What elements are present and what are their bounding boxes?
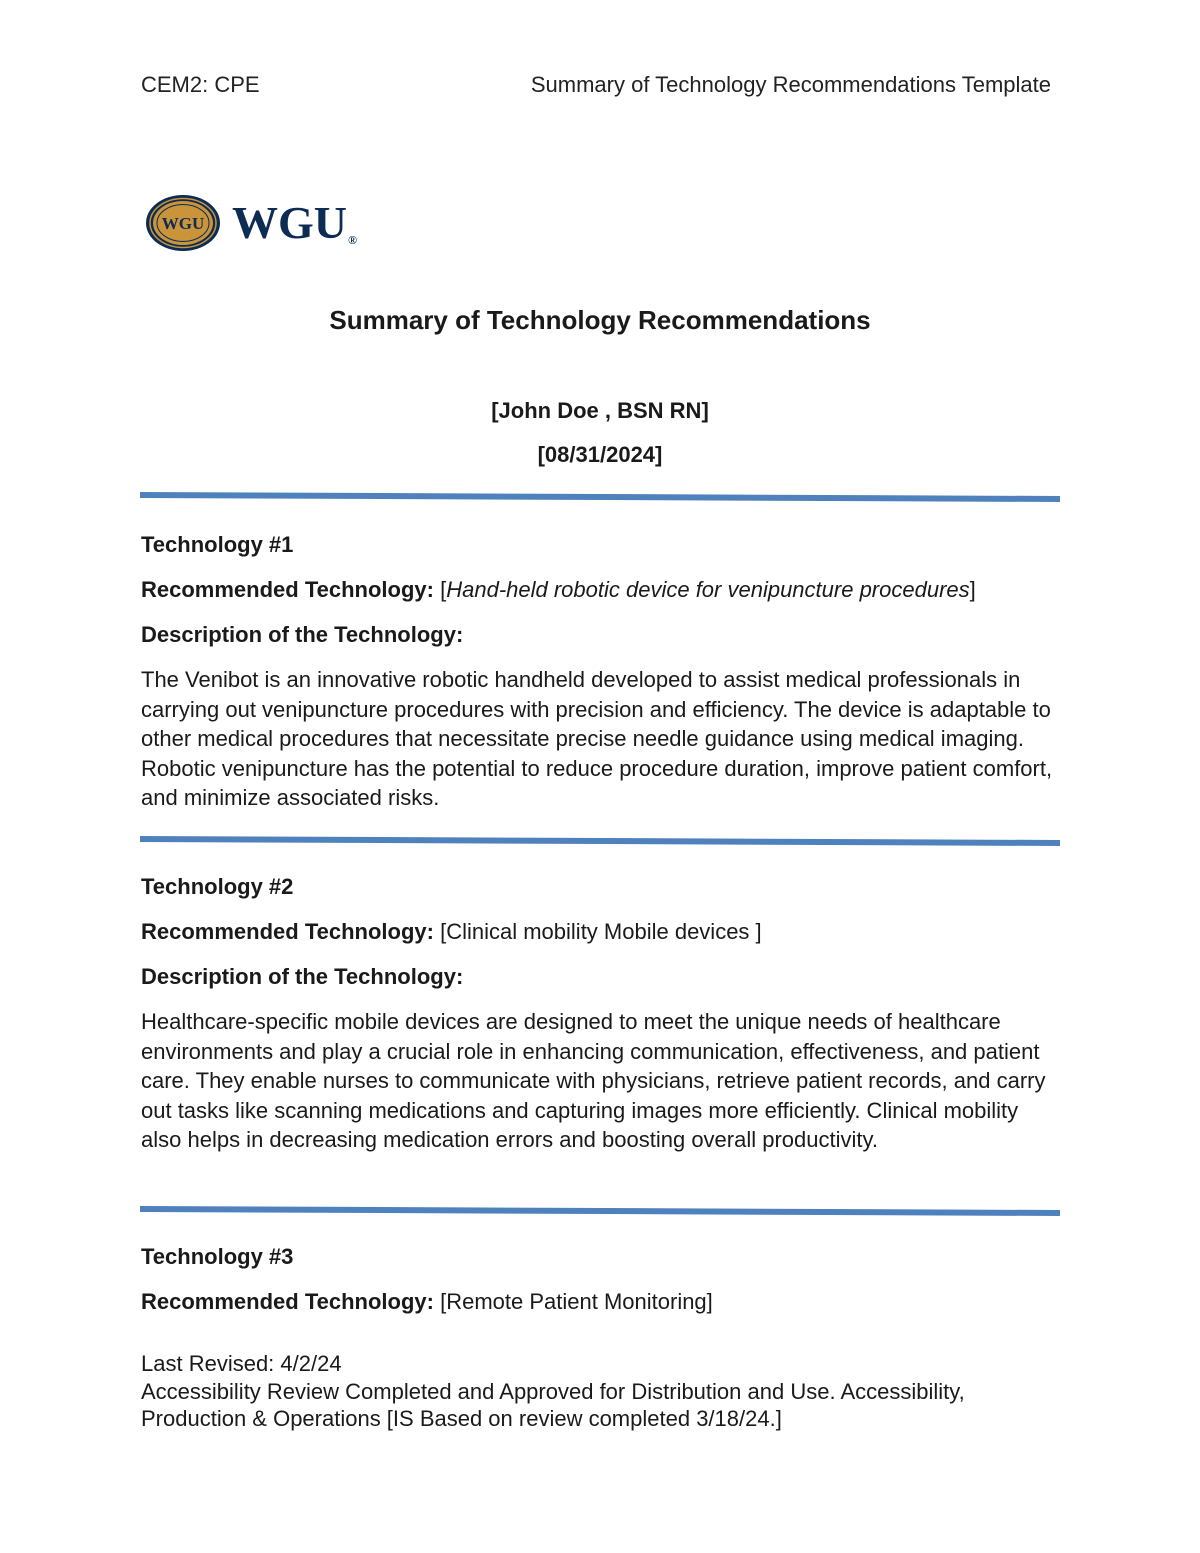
recommended-label: Recommended Technology: xyxy=(141,919,434,944)
seal-monogram: WGU xyxy=(161,214,205,233)
technology-section-2 xyxy=(141,874,1061,1155)
section-divider xyxy=(140,490,1060,502)
recommended-label: Recommended Technology: xyxy=(141,1289,434,1314)
recommended-technology xyxy=(141,577,1061,603)
section-divider xyxy=(140,834,1060,846)
bracket-open: [ xyxy=(440,577,447,602)
document-title: Summary of Technology Recommendations xyxy=(329,305,871,335)
recommended-value: [Clinical mobility Mobile devices ] xyxy=(440,919,762,944)
document-footer xyxy=(141,1350,1061,1433)
last-revised: Last Revised: 4/2/24 xyxy=(141,1351,342,1376)
recommended-value: [Remote Patient Monitoring] xyxy=(440,1289,713,1314)
section-divider xyxy=(140,1204,1060,1216)
accessibility-note: Accessibility Review Completed and Approved for Distribution and Use. Accessibility, Production & Operations [IS Based on review completed 3/18/24.] xyxy=(141,1378,965,1431)
author-name: [John Doe , BSN RN] xyxy=(491,398,709,423)
wgu-seal-icon xyxy=(144,193,222,253)
header-course-code: CEM2: CPE xyxy=(141,72,260,97)
header-template-name: Summary of Technology Recommendations Template xyxy=(530,72,1051,97)
technology-section-1 xyxy=(141,532,1061,813)
recommended-technology xyxy=(141,919,1061,945)
recommended-label: Recommended Technology: xyxy=(141,577,434,602)
wordmark-text: WGU xyxy=(232,197,347,248)
description-label: Description of the Technology: xyxy=(141,964,464,989)
description-text: Healthcare-specific mobile devices are designed to meet the unique needs of healthcare environments and play a crucial role in enhancing communication, effectiveness, and patient care. They enable nurses to communicate with physicians, retrieve patient records, and carry out tasks like scanning medications and capturing images more efficiently. Clinical mobility also helps in decreasing medication errors and boosting overall productivity. xyxy=(141,1009,1046,1152)
technology-section-3 xyxy=(141,1244,1061,1315)
registered-mark: ® xyxy=(348,233,357,247)
wgu-wordmark xyxy=(232,197,357,248)
description-label: Description of the Technology: xyxy=(141,622,464,647)
technology-heading: Technology #3 xyxy=(141,1244,294,1269)
bracket-close: ] xyxy=(969,577,976,602)
technology-heading: Technology #1 xyxy=(141,532,294,557)
description-text: The Venibot is an innovative robotic handheld developed to assist medical professionals in carrying out venipuncture procedures with precision and efficiency. The device is adaptable to other medical procedures that necessitate precise needle guidance using medical imaging. Robotic venipuncture has the potential to reduce procedure duration, improve patient comfort, and minimize associated risks. xyxy=(141,667,1053,810)
recommended-technology xyxy=(141,1289,1061,1315)
wgu-logo xyxy=(144,192,357,254)
document-date: [08/31/2024] xyxy=(537,442,663,467)
technology-heading: Technology #2 xyxy=(141,874,294,899)
recommended-value: Hand-held robotic device for venipuncture procedures xyxy=(446,577,970,602)
